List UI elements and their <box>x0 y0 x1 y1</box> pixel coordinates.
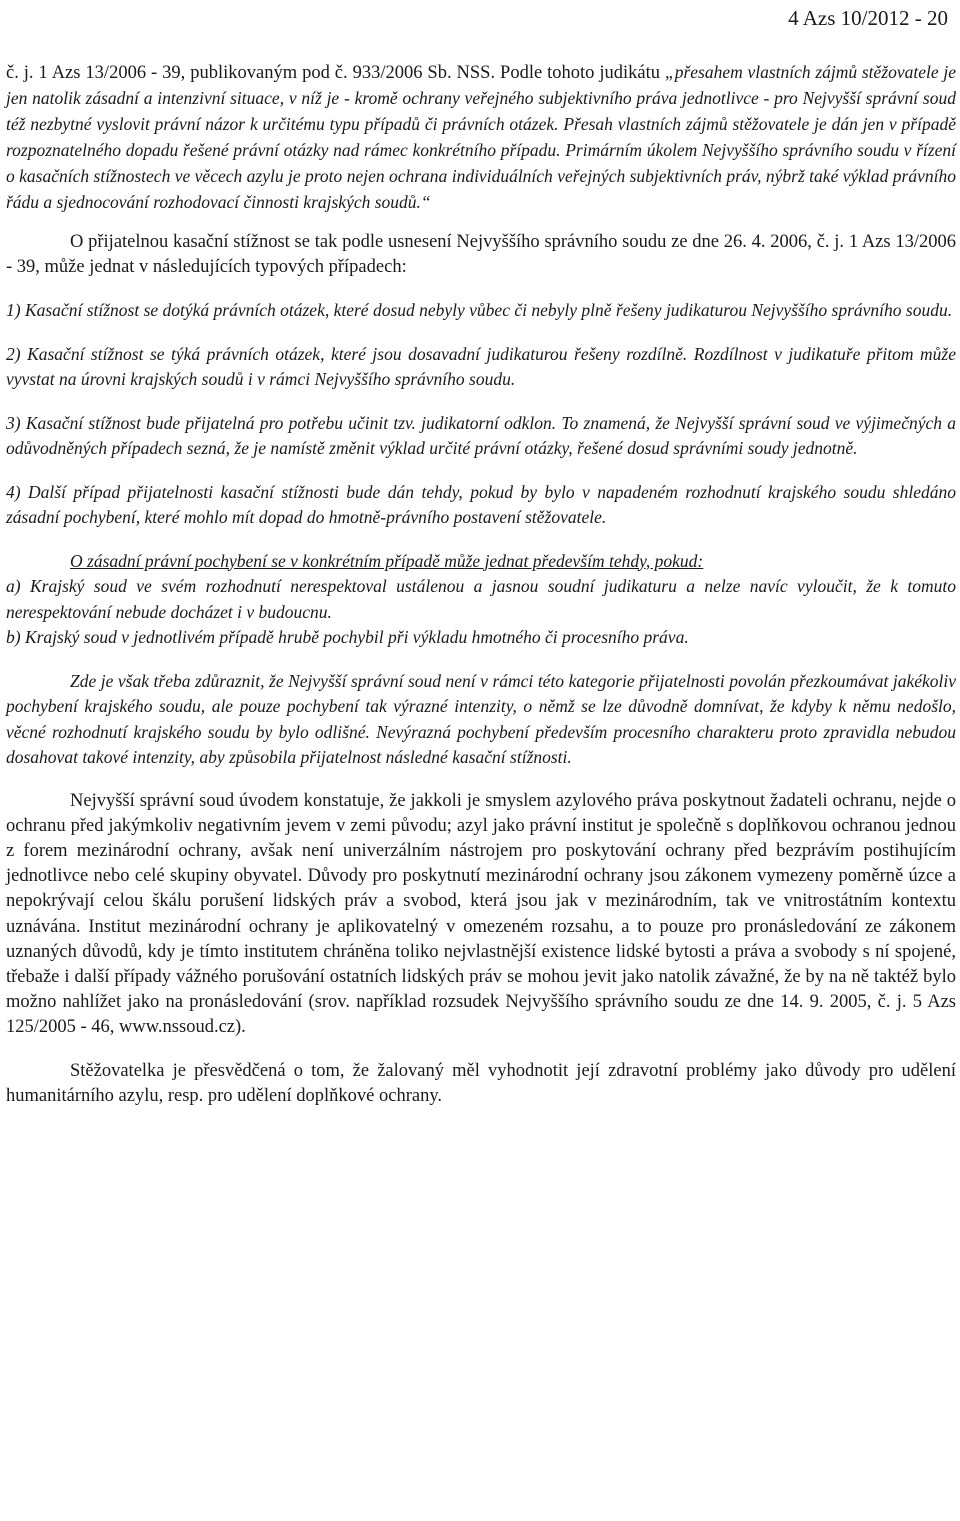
document-body <box>6 60 956 1109</box>
fundamental-error-heading-text: O zásadní právní pochybení se v konkrétním případě může jednat především tehdy, pokud: <box>70 550 704 571</box>
intro-quote: „přesahem vlastních zájmů stěžovatele je jen natolik zásadní a intenzivní situace, v níž je - kromě ochrany veřejného subjektivního práva jednotlivce - pro Nejvyšší správní soud též nezbytné vyslovit právní názor k určitému typu případů či právních otázek. Přesah vlastních zájmů stěžovatele je dán jen v případě rozpoznatelného dopadu řešené právní otázky nad rámec konkrétního případu. Primárním úkolem Nejvyššího správního soudu v řízení o kasačních stížnostech ve věcech azylu je proto nejen ochrana individuálních veřejných subjektivních práv, nýbrž také výklad právního řádu a sjednocování rozhodovací činnosti krajských soudů.“ <box>6 62 956 212</box>
court-findings-paragraph: Nejvyšší správní soud úvodem konstatuje, že jakkoli je smyslem azylového práva poskytnout žadateli ochranu, nejde o ochranu před jakýmkoliv negativním jevem v zemi původu; azyl jako právní institut je společně s doplňkovou ochranou jednou z forem mezinárodní ochrany, avšak není univerzálním nástrojem pro poskytování ochrany před bezprávím postihujícím jednotlivce nebo celé skupiny obyvatel. Důvody pro poskytnutí mezinárodní ochrany jsou zákonem vymezeny poměrně úzce a nepokrývají celou škálu porušení lidských práv a svobod, která jsou jak v mezinárodním, tak ve vnitrostátním kontextu uznávána. Institut mezinárodní ochrany je aplikovatelný v omezeném rozsahu, a to pouze pro pronásledování ze zákonem uznaných důvodů, kdy je tímto institutem chráněna toliko nejvlastnější existence lidské bytosti a práva a svobody s ní spojené, třebaže i další případy vážného porušování ostatních lidských práv se mohou jevit jako natolik závažné, že by na ně taktéž bylo možno nahlížet jako na pronásledování (srov. například rozsudek Nejvyššího správního soudu ze dne 14. 9. 2005, č. j. 5 Azs 125/2005 - 46, www.nssoud.cz). <box>6 790 956 1038</box>
case-reference: 4 Azs 10/2012 - 20 <box>788 6 948 30</box>
case-reference-header <box>788 4 948 32</box>
admissibility-paragraph: O přijatelnou kasační stížnost se tak podle usnesení Nejvyššího správního soudu ze dne 26. 4. 2006, č. j. 1 Azs 13/2006 - 39, může jednat v následujících typových případech: <box>6 232 956 277</box>
intro-paragraph <box>6 60 956 216</box>
fundamental-error-item-a: a) Krajský soud ve svém rozhodnutí nerespektoval ustálenou a jasnou soudní judikaturu a nelze navíc vyloučit, že k tomuto nerespektování nebude docházet i v budoucnu. <box>6 576 956 622</box>
case-3-paragraph: 3) Kasační stížnost bude přijatelná pro potřebu učinit tzv. judikatorní odklon. To znamená, že Nejvyšší správní soud ve výjimečných a odůvodněných případech sezná, že je namístě změnit výklad určité právní otázky, řešené dosud správními soudy jednotně. <box>6 412 956 458</box>
case-4-paragraph: 4) Další případ přijatelnosti kasační stížnosti bude dán tehdy, pokud by bylo v napadeném rozhodnutí krajského soudu shledáno zásadní pochybení, které mohlo mít dopad do hmotně-právního postavení stěžovatele. <box>6 481 956 527</box>
fundamental-error-item-b: b) Krajský soud v jednotlivém případě hrubě pochybil při výkladu hmotného či procesního práva. <box>6 627 689 647</box>
complainant-paragraph: Stěžovatelka je přesvědčená o tom, že žalovaný měl vyhodnotit její zdravotní problémy jako důvody pro udělení humanitárního azylu, resp. pro udělení doplňkové ochrany. <box>6 1060 956 1106</box>
case-2-paragraph: 2) Kasační stížnost se týká právních otázek, které jsou dosavadní judikaturou řešeny rozdílně. Rozdílnost v judikatuře přitom může vyvstat na úrovni krajských soudů i v rámci Nejvyššího správního soudu. <box>6 343 956 389</box>
emphasis-paragraph: Zde je však třeba zdůraznit, že Nejvyšší správní soud není v rámci této kategorie přijatelnosti povolán přezkoumávat jakékoliv pochybení krajského soudu, ale pouze pochybení tak výrazné intenzity, o němž se lze důvodně domnívat, že kdyby k němu nedošlo, věcné rozhodnutí krajského soudu by bylo odlišné. Nevýrazná pochybení především procesního charakteru proto zpravidla nebudou dosahovat takové intenzity, aby způsobila přijatelnost následné kasační stížnosti. <box>6 670 956 767</box>
case-1-paragraph: 1) Kasační stížnost se dotýká právních otázek, které dosud nebyly vůbec či nebyly plně řešeny judikaturou Nejvyššího správního soudu. <box>6 300 953 320</box>
intro-lead: č. j. 1 Azs 13/2006 - 39, publikovaným pod č. 933/2006 Sb. NSS. Podle tohoto judikátu <box>6 63 665 83</box>
fundamental-error-heading <box>6 549 956 575</box>
